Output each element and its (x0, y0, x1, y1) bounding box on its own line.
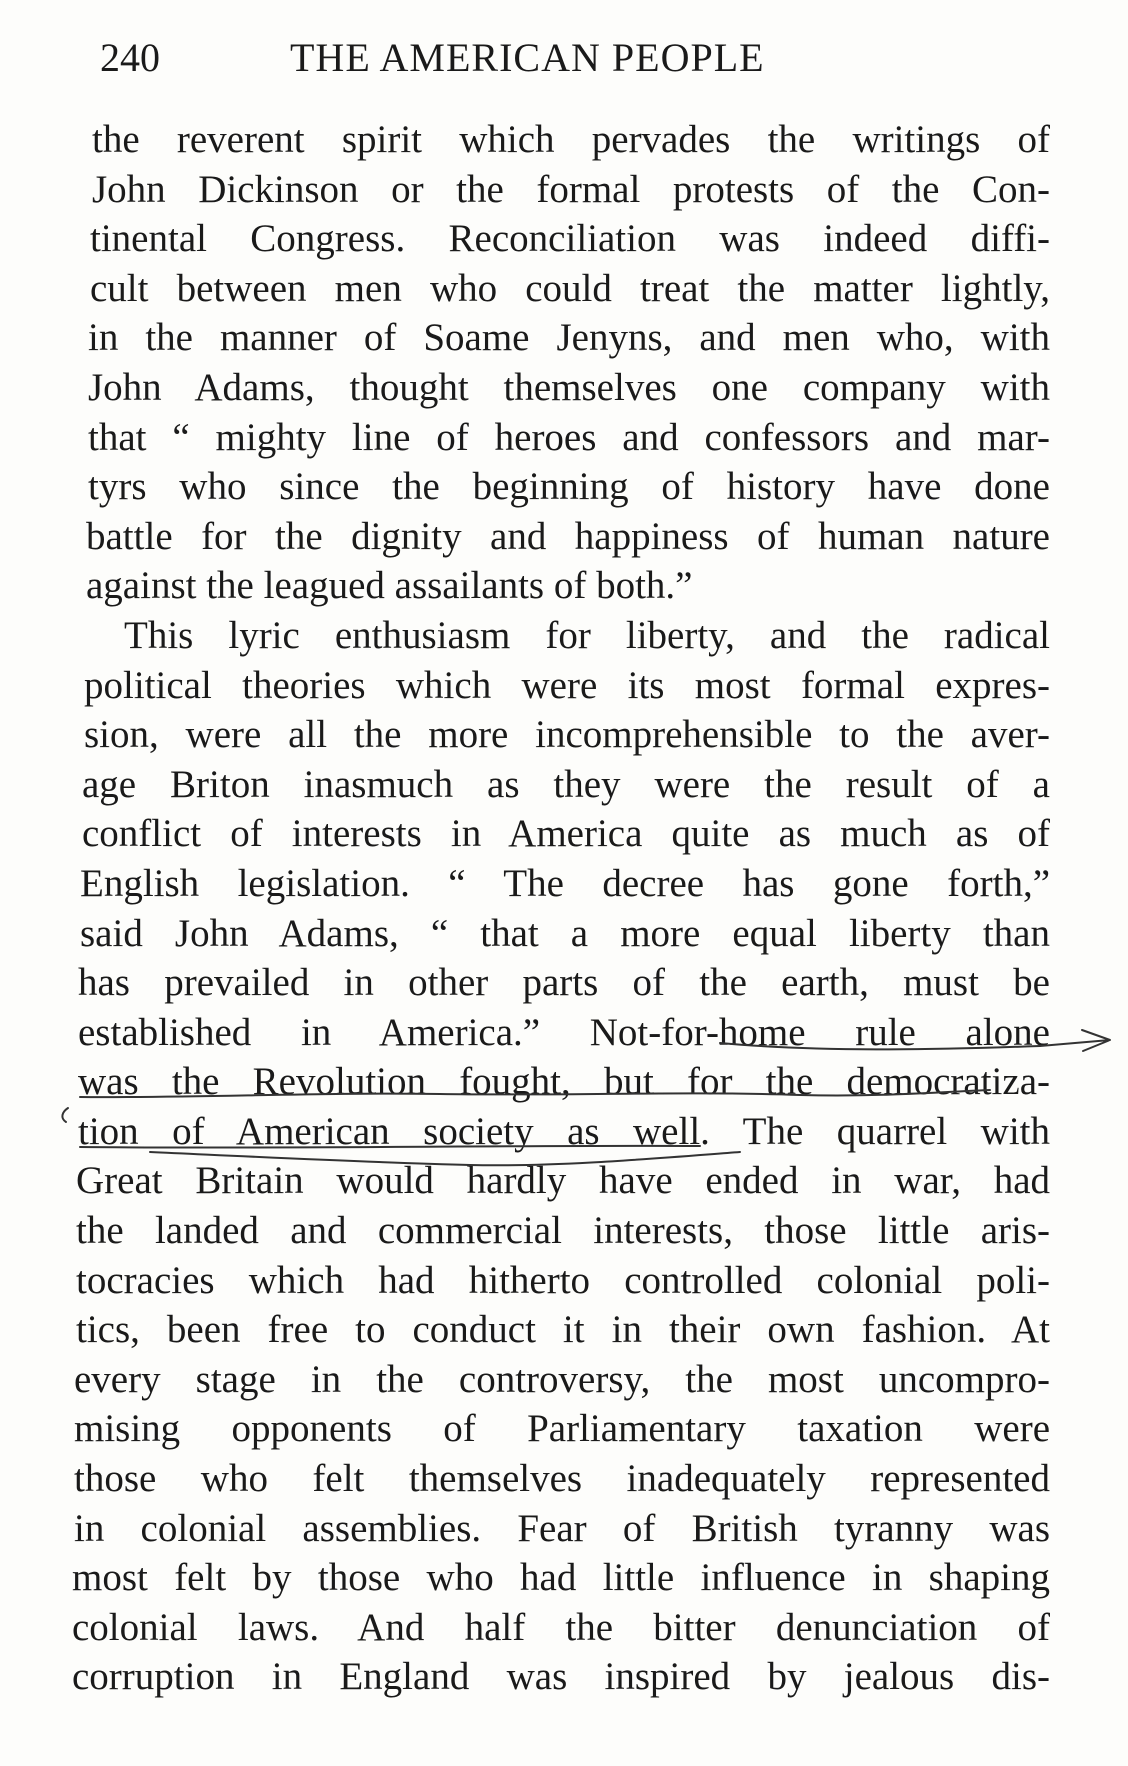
text-line: in colonial assemblies. Fear of British tyranny was (74, 1506, 1050, 1550)
text-line: tyrs who since the beginning of history have done (88, 465, 1050, 509)
text-line: tics, been free to conduct it in their own fashion. At (76, 1308, 1050, 1352)
text-line: was the Revolution fought, but for the democratiza- (78, 1060, 1050, 1104)
text-line: the landed and commercial interests, those little aris- (76, 1209, 1050, 1253)
margin-arrow-mark (1040, 1030, 1110, 1051)
text-line: colonial laws. And half the bitter denunciation of (72, 1605, 1050, 1649)
page-number: 240 (100, 35, 160, 80)
text-line: John Dickinson or the formal protests of the Con- (92, 167, 1050, 211)
text-line: said John Adams, “ that a more equal liberty than (80, 911, 1050, 955)
text-line: political theories which were its most formal expres- (84, 663, 1050, 707)
text-line: has prevailed in other parts of the earth, must be (78, 961, 1050, 1005)
text-line: established in America.” Not-for-home rule alone (78, 1010, 1050, 1054)
text-line: mising opponents of Parliamentary taxation were (74, 1407, 1050, 1451)
text-line: every stage in the controversy, the most uncompro- (74, 1357, 1050, 1401)
text-line: tion of American society as well. The quarrel with (78, 1109, 1050, 1153)
text-line: in the manner of Soame Jenyns, and men who, with (88, 316, 1050, 360)
text-line: English legislation. “ The decree has gone forth,” (80, 861, 1050, 905)
text-line: sion, were all the more incomprehensible to the aver- (84, 713, 1050, 757)
text-line: This lyric enthusiasm for liberty, and the radical (124, 613, 1050, 657)
text-line: those who felt themselves inadequately represented (74, 1457, 1050, 1501)
text-line: most felt by those who had little influence in shaping (72, 1556, 1050, 1600)
text-line: battle for the dignity and happiness of human nature (86, 514, 1050, 558)
text-line: Great Britain would hardly have ended in war, had (76, 1159, 1050, 1203)
margin-mark (62, 1108, 68, 1122)
text-line: age Briton inasmuch as they were the result of a (82, 762, 1050, 806)
running-head: THE AMERICAN PEOPLE (290, 35, 765, 80)
text-line: against the leagued assailants of both.” (86, 564, 693, 608)
text-line: John Adams, thought themselves one company with (88, 365, 1050, 409)
text-line: corruption in England was inspired by jealous dis- (72, 1655, 1050, 1699)
text-line: tinental Congress. Reconciliation was indeed diffi- (90, 217, 1050, 261)
text-line: conflict of interests in America quite as much as of (82, 812, 1050, 856)
text-line: the reverent spirit which pervades the writings of (92, 118, 1050, 161)
page-header (100, 28, 880, 88)
text-line: tocracies which had hitherto controlled colonial poli- (76, 1258, 1050, 1302)
text-line: cult between men who could treat the matter lightly, (90, 266, 1050, 310)
body-text (72, 115, 1050, 1702)
text-line: that “ mighty line of heroes and confessors and mar- (88, 415, 1050, 459)
